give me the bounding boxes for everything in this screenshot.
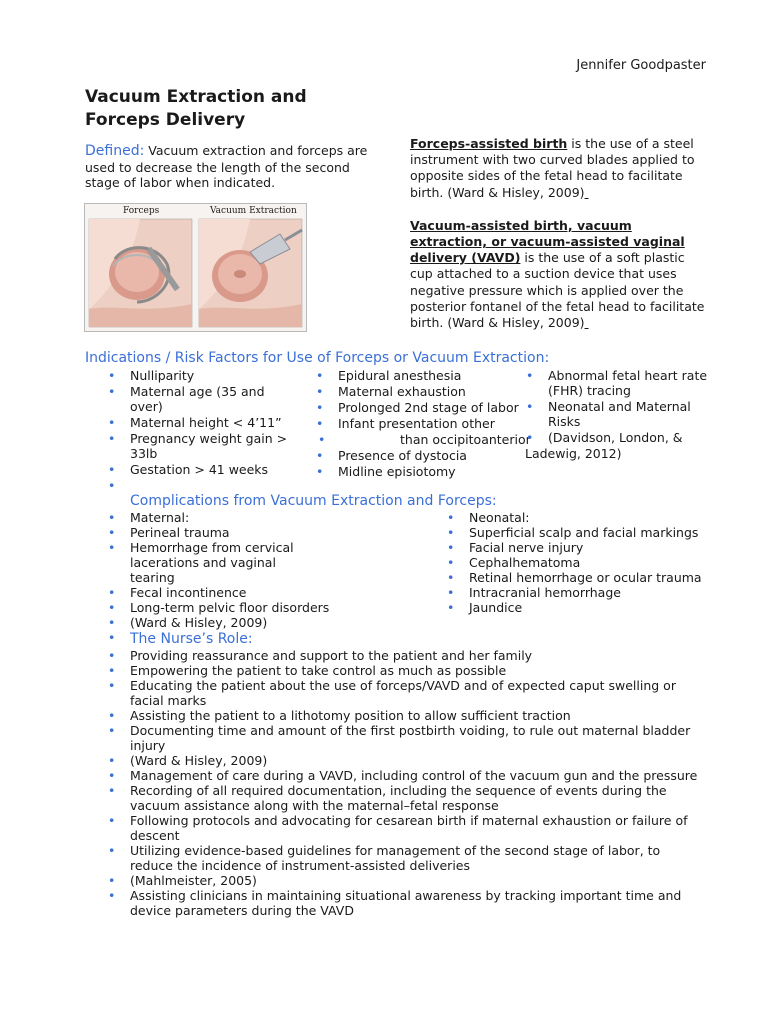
list-item: • Assisting the patient to a lithotomy position to allow sufficient traction xyxy=(85,708,705,723)
list-item: • Presence of dystocia xyxy=(293,448,533,463)
list-item: • Long-term pelvic floor disorders xyxy=(85,600,385,615)
vacuum-caption: Vacuum Extraction xyxy=(210,206,297,216)
list-item: • Jaundice xyxy=(424,600,724,615)
list-item: • Abnormal fetal heart rate (FHR) tracing xyxy=(503,368,713,398)
vavd-text: is the use of a soft plastic cup attached to a suction device that uses negative pressure which is applied over the posterior fontanel of the fetal head to facilitate birth. (Ward & Hisley, 2009) xyxy=(410,250,705,331)
list-item: • Assisting clinicians in maintaining situational awareness by tracking important time and device parameters during the VAVD xyxy=(85,888,705,918)
maternal-complications-list xyxy=(85,510,385,645)
author-name: Jennifer Goodpaster xyxy=(576,58,706,73)
list-item: • Pregnancy weight gain > 33lb xyxy=(85,431,300,461)
forceps-text: is the use of a steel instrument with two curved blades applied to opposite sides of the fetal head to facilitate birth. (Ward & Hisley, 2009) xyxy=(410,136,695,200)
list-item: • Maternal age (35 and over) xyxy=(85,384,300,414)
list-item: • (Davidson, London, & xyxy=(503,430,713,445)
list-item: • Infant presentation other xyxy=(293,416,533,431)
forceps-term: Forceps-assisted birth xyxy=(410,136,568,151)
defined-label: Defined: xyxy=(85,143,145,159)
list-item: • Epidural anesthesia xyxy=(293,368,533,383)
list-item: • Neonatal and Maternal Risks xyxy=(503,399,713,429)
list-item: • Superficial scalp and facial markings xyxy=(424,525,724,540)
list-item: • Intracranial hemorrhage xyxy=(424,585,724,600)
neonatal-complications-list xyxy=(424,510,724,615)
complications-heading: Complications from Vacuum Extraction and Forceps: xyxy=(130,493,497,509)
list-item: • Providing reassurance and support to the patient and her family xyxy=(85,648,705,663)
indications-list-3 xyxy=(503,368,713,462)
list-item: • Documenting time and amount of the first postbirth voiding, to rule out maternal bladder injury xyxy=(85,723,705,753)
forceps-caption: Forceps xyxy=(123,206,160,216)
vavd-definition xyxy=(410,218,710,331)
nurse-role-list xyxy=(85,648,705,918)
list-item: • Maternal: xyxy=(85,510,385,525)
list-item: • (Ward & Hisley, 2009) xyxy=(85,615,385,630)
list-item xyxy=(85,478,300,493)
list-item: • Neonatal: xyxy=(424,510,724,525)
list-item: • Nulliparity xyxy=(85,368,300,383)
list-item: • Prolonged 2nd stage of labor xyxy=(293,400,533,415)
list-item: • (Mahlmeister, 2005) xyxy=(85,873,705,888)
forceps-definition xyxy=(410,136,710,201)
list-item-continuation: Ladewig, 2012) xyxy=(525,446,622,461)
list-item: • Maternal exhaustion xyxy=(293,384,533,399)
list-item: • Fecal incontinence xyxy=(85,585,385,600)
document-title xyxy=(85,86,385,132)
vavd-term: Vacuum-assisted birth, vacuum extraction, or vacuum-assisted vaginal delivery (VAVD) xyxy=(410,217,685,266)
list-item: • Recording of all required documentation, including the sequence of events during the vacuum assistance along with the maternal–fetal response xyxy=(85,783,705,813)
list-item: • Management of care during a VAVD, including control of the vacuum gun and the pressure xyxy=(85,768,705,783)
list-item: • (Ward & Hisley, 2009) xyxy=(85,753,705,768)
indications-list-2 xyxy=(293,368,533,480)
indications-list-1 xyxy=(85,368,300,494)
title-line-2: Forceps Delivery xyxy=(85,110,246,130)
definitions-column xyxy=(410,136,710,348)
indications-heading: Indications / Risk Factors for Use of Forceps or Vacuum Extraction: xyxy=(85,350,550,366)
title-line-1: Vacuum Extraction and xyxy=(85,87,307,107)
definition-paragraph xyxy=(85,143,385,191)
nurse-role-heading: The Nurse’s Role: xyxy=(130,631,253,647)
list-item: • Perineal trauma xyxy=(85,525,385,540)
list-item: • Following protocols and advocating for cesarean birth if maternal exhaustion or failure of descent xyxy=(85,813,705,843)
list-item: • Empowering the patient to take control as much as possible xyxy=(85,663,705,678)
defined-text: Vacuum extraction and forceps are used to decrease the length of the second stage of labor when indicated. xyxy=(85,143,368,190)
list-item: • Maternal height < 4’11” xyxy=(85,415,300,430)
delivery-illustration xyxy=(84,203,307,332)
list-item-nested: • than occipitoanterior xyxy=(293,432,533,447)
list-item: • Cephalhematoma xyxy=(424,555,724,570)
list-item: • Retinal hemorrhage or ocular trauma xyxy=(424,570,724,585)
list-item: • Utilizing evidence-based guidelines for management of the second stage of labor, to reduce the incidence of instrument-assisted deliveries xyxy=(85,843,705,873)
list-item: • Facial nerve injury xyxy=(424,540,724,555)
list-item: • Hemorrhage from cervical lacerations and vaginal tearing xyxy=(85,540,310,585)
list-item: • Educating the patient about the use of forceps/VAVD and of expected caput swelling or facial marks xyxy=(85,678,705,708)
illustration-drawing xyxy=(85,204,306,331)
list-item: • Midline episiotomy xyxy=(293,464,533,479)
list-item: • Gestation > 41 weeks xyxy=(85,462,300,477)
